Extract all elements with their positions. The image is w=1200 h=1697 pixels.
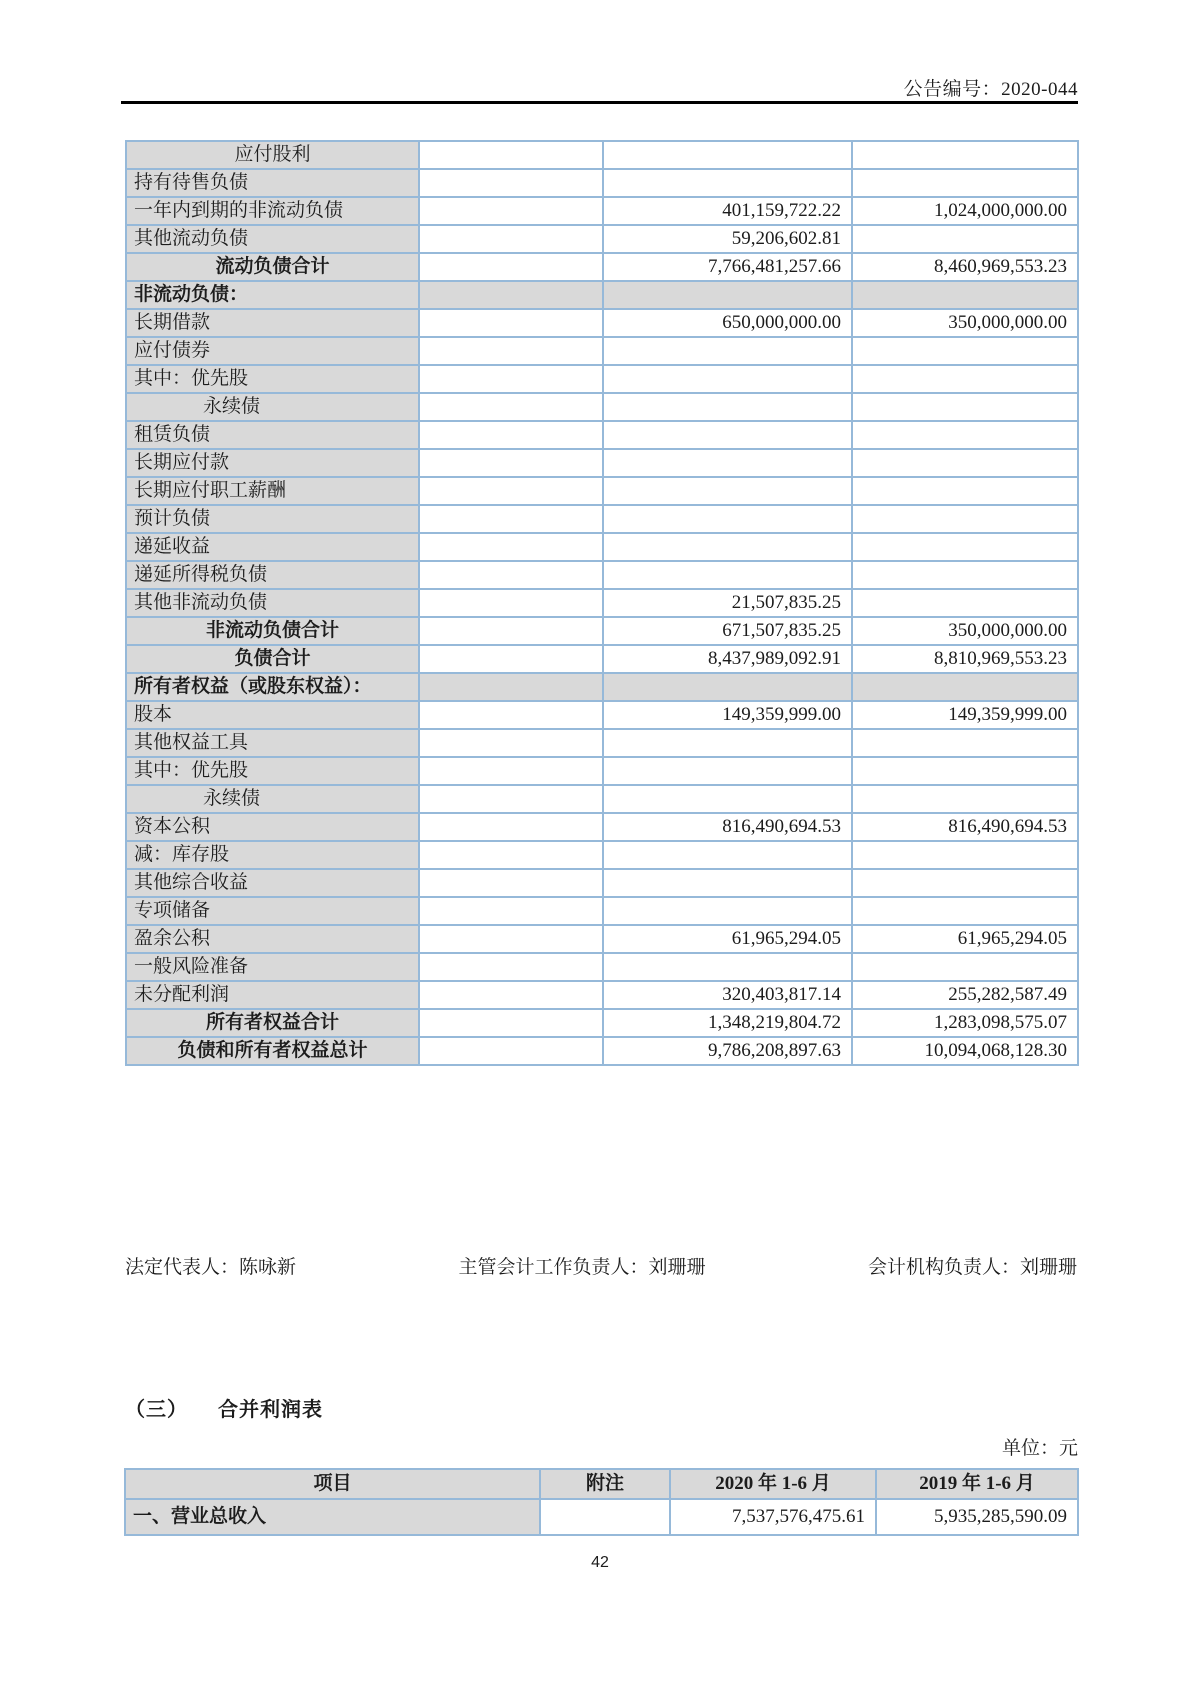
prior-period-value-cell: 149,359,999.00 (852, 701, 1078, 729)
note-cell (419, 561, 603, 589)
item-label-cell: 一般风险准备 (126, 953, 419, 981)
note-cell (419, 1009, 603, 1037)
table-row (126, 1037, 1078, 1065)
table-row (126, 925, 1078, 953)
table-row (126, 533, 1078, 561)
item-label-cell: 专项储备 (126, 897, 419, 925)
current-period-value-cell (603, 785, 852, 813)
table-row (126, 645, 1078, 673)
item-label-cell: 其他权益工具 (126, 729, 419, 757)
prior-period-value-cell: 350,000,000.00 (852, 309, 1078, 337)
current-period-value-cell: 59,206,602.81 (603, 225, 852, 253)
prior-period-value-cell (852, 785, 1078, 813)
item-label-cell: 股本 (126, 701, 419, 729)
current-period-value-cell (603, 337, 852, 365)
current-period-value-cell (603, 393, 852, 421)
prior-period-value-cell (852, 953, 1078, 981)
table-row (126, 393, 1078, 421)
table-row (126, 673, 1078, 701)
prior-period-value-cell: 5,935,285,590.09 (876, 1499, 1078, 1535)
item-label-cell: 盈余公积 (126, 925, 419, 953)
item-label-cell: 负债和所有者权益总计 (126, 1037, 419, 1065)
current-period-value-cell (603, 869, 852, 897)
item-label-cell: 非流动负债： (126, 281, 419, 309)
current-period-value-cell: 401,159,722.22 (603, 197, 852, 225)
section-title: 合并利润表 (218, 1399, 323, 1421)
table-row (126, 757, 1078, 785)
table-row (126, 617, 1078, 645)
table-row (126, 253, 1078, 281)
item-label-cell: 永续债 (126, 393, 419, 421)
item-label-cell: 未分配利润 (126, 981, 419, 1009)
item-label-cell: 持有待售负债 (126, 169, 419, 197)
item-label-cell: 其他流动负债 (126, 225, 419, 253)
table-row (126, 477, 1078, 505)
note-cell (419, 365, 603, 393)
note-cell (419, 785, 603, 813)
note-cell (419, 197, 603, 225)
current-period-value-cell: 149,359,999.00 (603, 701, 852, 729)
item-label-cell: 其他综合收益 (126, 869, 419, 897)
note-cell (419, 953, 603, 981)
signature-line (125, 1252, 1077, 1279)
note-cell (419, 729, 603, 757)
table-row (126, 869, 1078, 897)
table-row (126, 589, 1078, 617)
header-rule (121, 101, 1078, 104)
prior-period-value-cell (852, 589, 1078, 617)
current-period-value-cell (603, 505, 852, 533)
item-label-cell: 长期应付款 (126, 449, 419, 477)
current-period-value-cell: 7,766,481,257.66 (603, 253, 852, 281)
prior-period-value-cell (852, 533, 1078, 561)
note-cell (419, 981, 603, 1009)
note-cell (419, 533, 603, 561)
table-row (126, 309, 1078, 337)
prior-period-value-cell: 1,024,000,000.00 (852, 197, 1078, 225)
income-statement-body (125, 1499, 1078, 1535)
item-label-cell: 资本公积 (126, 813, 419, 841)
header-note: 附注 (540, 1469, 670, 1499)
item-label-cell: 长期应付职工薪酬 (126, 477, 419, 505)
table-row (126, 841, 1078, 869)
prior-period-value-cell: 61,965,294.05 (852, 925, 1078, 953)
prior-period-value-cell: 10,094,068,128.30 (852, 1037, 1078, 1065)
item-label-cell: 所有者权益合计 (126, 1009, 419, 1037)
table-row (126, 981, 1078, 1009)
prior-period-value-cell: 1,283,098,575.07 (852, 1009, 1078, 1037)
item-label-cell: 一年内到期的非流动负债 (126, 197, 419, 225)
current-period-value-cell (603, 421, 852, 449)
item-label-cell: 负债合计 (126, 645, 419, 673)
current-period-value-cell (603, 841, 852, 869)
table-row (126, 421, 1078, 449)
note-cell (419, 701, 603, 729)
prior-period-value-cell (852, 225, 1078, 253)
table-row (126, 225, 1078, 253)
prior-period-value-cell (852, 141, 1078, 169)
prior-period-value-cell (852, 477, 1078, 505)
prior-period-value-cell (852, 897, 1078, 925)
prior-period-value-cell (852, 169, 1078, 197)
legal-representative: 法定代表人：陈咏新 (125, 1257, 297, 1278)
note-cell (419, 309, 603, 337)
accounting-supervisor: 主管会计工作负责人：刘珊珊 (458, 1257, 706, 1278)
note-cell (419, 673, 603, 701)
table-row (126, 729, 1078, 757)
note-cell (540, 1499, 670, 1535)
prior-period-value-cell (852, 841, 1078, 869)
item-label-cell: 递延所得税负债 (126, 561, 419, 589)
table-row (126, 897, 1078, 925)
note-cell (419, 589, 603, 617)
prior-period-value-cell (852, 869, 1078, 897)
unit-label: 单位：元 (1001, 1438, 1078, 1459)
income-table-header-row (125, 1469, 1078, 1499)
current-period-value-cell (603, 477, 852, 505)
item-label-cell: 应付股利 (126, 141, 419, 169)
current-period-value-cell (603, 673, 852, 701)
prior-period-value-cell (852, 281, 1078, 309)
current-period-value-cell: 320,403,817.14 (603, 981, 852, 1009)
item-label-cell: 应付债券 (126, 337, 419, 365)
note-cell (419, 253, 603, 281)
accounting-head: 会计机构负责人：刘珊珊 (867, 1257, 1077, 1278)
current-period-value-cell: 650,000,000.00 (603, 309, 852, 337)
table-row (126, 505, 1078, 533)
note-cell (419, 925, 603, 953)
table-row (126, 197, 1078, 225)
current-period-value-cell: 7,537,576,475.61 (670, 1499, 876, 1535)
note-cell (419, 225, 603, 253)
note-cell (419, 281, 603, 309)
table-row (126, 813, 1078, 841)
current-period-value-cell (603, 729, 852, 757)
income-statement-heading (125, 1393, 323, 1422)
current-period-value-cell (603, 281, 852, 309)
item-label-cell: 减：库存股 (126, 841, 419, 869)
current-period-value-cell (603, 757, 852, 785)
table-row (126, 701, 1078, 729)
item-label-cell: 所有者权益（或股东权益）： (126, 673, 419, 701)
prior-period-value-cell (852, 449, 1078, 477)
note-cell (419, 869, 603, 897)
note-cell (419, 141, 603, 169)
prior-period-value-cell (852, 561, 1078, 589)
note-cell (419, 477, 603, 505)
current-period-value-cell (603, 533, 852, 561)
note-cell (419, 617, 603, 645)
current-period-value-cell: 671,507,835.25 (603, 617, 852, 645)
current-period-value-cell (603, 897, 852, 925)
current-period-value-cell (603, 561, 852, 589)
note-cell (419, 393, 603, 421)
item-label-cell: 永续债 (126, 785, 419, 813)
prior-period-value-cell: 8,810,969,553.23 (852, 645, 1078, 673)
table-row (126, 365, 1078, 393)
prior-period-value-cell (852, 421, 1078, 449)
note-cell (419, 449, 603, 477)
note-cell (419, 813, 603, 841)
header-item: 项目 (125, 1469, 540, 1499)
current-period-value-cell: 1,348,219,804.72 (603, 1009, 852, 1037)
note-cell (419, 505, 603, 533)
note-cell (419, 897, 603, 925)
item-label-cell: 预计负债 (126, 505, 419, 533)
table-row (126, 141, 1078, 169)
item-label-cell: 长期借款 (126, 309, 419, 337)
table-row (126, 953, 1078, 981)
note-cell (419, 421, 603, 449)
table-row (126, 561, 1078, 589)
balance-sheet-body (126, 141, 1078, 1065)
current-period-value-cell: 8,437,989,092.91 (603, 645, 852, 673)
current-period-value-cell (603, 141, 852, 169)
prior-period-value-cell: 255,282,587.49 (852, 981, 1078, 1009)
table-row (126, 785, 1078, 813)
current-period-value-cell (603, 169, 852, 197)
note-cell (419, 337, 603, 365)
item-label-cell: 递延收益 (126, 533, 419, 561)
income-statement-table (124, 1468, 1079, 1536)
current-period-value-cell (603, 449, 852, 477)
note-cell (419, 645, 603, 673)
announcement-number: 公告编号：2020-044 (903, 79, 1078, 100)
current-period-value-cell: 61,965,294.05 (603, 925, 852, 953)
header-2019-period: 2019 年 1-6 月 (876, 1469, 1078, 1499)
item-label-cell: 其中：优先股 (126, 365, 419, 393)
header-2020-period: 2020 年 1-6 月 (670, 1469, 876, 1499)
balance-sheet-table (125, 140, 1079, 1066)
note-cell (419, 841, 603, 869)
item-label-cell: 租赁负债 (126, 421, 419, 449)
item-label-cell: 一、营业总收入 (125, 1499, 540, 1535)
note-cell (419, 1037, 603, 1065)
table-row (126, 281, 1078, 309)
table-row (125, 1499, 1078, 1535)
table-row (126, 449, 1078, 477)
prior-period-value-cell (852, 757, 1078, 785)
prior-period-value-cell (852, 729, 1078, 757)
note-cell (419, 169, 603, 197)
item-label-cell: 非流动负债合计 (126, 617, 419, 645)
item-label-cell: 其中：优先股 (126, 757, 419, 785)
current-period-value-cell: 21,507,835.25 (603, 589, 852, 617)
current-period-value-cell (603, 953, 852, 981)
prior-period-value-cell (852, 337, 1078, 365)
current-period-value-cell: 816,490,694.53 (603, 813, 852, 841)
page-number: 42 (591, 1554, 609, 1571)
table-row (126, 169, 1078, 197)
prior-period-value-cell (852, 393, 1078, 421)
item-label-cell: 其他非流动负债 (126, 589, 419, 617)
item-label-cell: 流动负债合计 (126, 253, 419, 281)
section-numbering: （三） (125, 1399, 188, 1421)
current-period-value-cell (603, 365, 852, 393)
prior-period-value-cell (852, 673, 1078, 701)
prior-period-value-cell: 816,490,694.53 (852, 813, 1078, 841)
current-period-value-cell: 9,786,208,897.63 (603, 1037, 852, 1065)
table-row (126, 337, 1078, 365)
table-row (126, 1009, 1078, 1037)
note-cell (419, 757, 603, 785)
prior-period-value-cell: 350,000,000.00 (852, 617, 1078, 645)
prior-period-value-cell: 8,460,969,553.23 (852, 253, 1078, 281)
prior-period-value-cell (852, 365, 1078, 393)
prior-period-value-cell (852, 505, 1078, 533)
